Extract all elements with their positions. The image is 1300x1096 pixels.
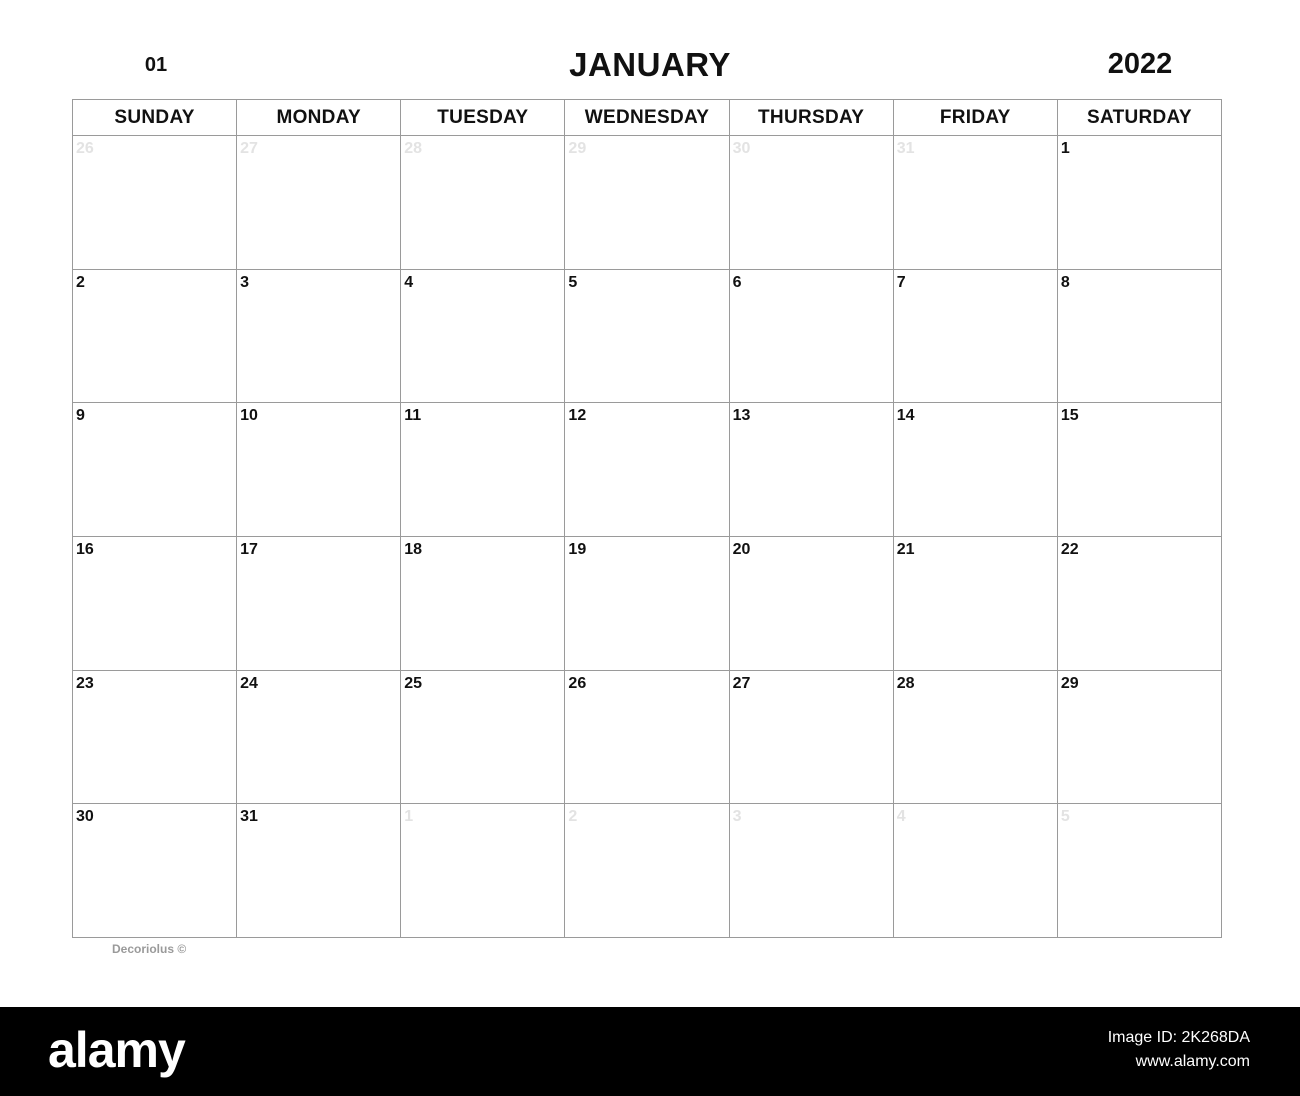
day-cell[interactable]	[73, 537, 237, 671]
day-cell[interactable]	[73, 671, 237, 805]
day-cell[interactable]	[565, 403, 729, 537]
credit-text: Decoriolus ©	[112, 942, 187, 956]
day-number: 22	[1060, 541, 1079, 558]
weekday-header-friday: FRIDAY	[894, 100, 1058, 136]
day-cell[interactable]	[730, 804, 894, 938]
day-cell[interactable]	[894, 403, 1058, 537]
day-cell[interactable]	[894, 537, 1058, 671]
day-number: 4	[404, 273, 414, 291]
day-number: 5	[568, 273, 578, 291]
day-number: 8	[1060, 273, 1070, 291]
day-cell[interactable]	[237, 537, 401, 671]
day-cell[interactable]	[894, 270, 1058, 404]
day-cell[interactable]	[73, 804, 237, 938]
weekday-header-wednesday: WEDNESDAY	[565, 100, 729, 136]
day-cell[interactable]	[237, 136, 401, 270]
day-cell[interactable]	[401, 270, 565, 404]
day-cell[interactable]	[565, 136, 729, 270]
day-number: 17	[240, 541, 258, 558]
day-cell[interactable]	[730, 136, 894, 270]
day-cell[interactable]	[1058, 403, 1222, 537]
day-cell[interactable]	[730, 671, 894, 805]
day-cell[interactable]	[1058, 136, 1222, 270]
day-number: 9	[76, 407, 85, 425]
day-number: 27	[732, 674, 751, 692]
day-number: 1	[404, 808, 414, 826]
day-number: 3	[732, 808, 742, 826]
day-number: 31	[240, 808, 258, 826]
day-cell[interactable]	[1058, 671, 1222, 805]
day-number: 28	[896, 674, 915, 692]
day-number: 27	[240, 140, 258, 157]
day-number: 28	[404, 140, 423, 157]
month-number: 01	[144, 54, 168, 76]
day-cell[interactable]	[565, 804, 729, 938]
year-label: 2022	[1107, 48, 1173, 80]
day-cell[interactable]	[730, 270, 894, 404]
weekday-header-monday: MONDAY	[237, 100, 401, 136]
day-number: 26	[568, 674, 587, 692]
day-cell[interactable]	[401, 537, 565, 671]
brand-logo: alamy	[48, 1022, 185, 1078]
day-cell[interactable]	[565, 537, 729, 671]
day-cell[interactable]	[401, 403, 565, 537]
day-number: 3	[240, 273, 250, 291]
day-number: 10	[240, 407, 258, 425]
day-cell[interactable]	[401, 804, 565, 938]
day-number: 15	[1060, 407, 1079, 425]
day-number: 30	[76, 808, 94, 826]
day-cell[interactable]	[894, 804, 1058, 938]
day-cell[interactable]	[237, 671, 401, 805]
day-number: 4	[896, 808, 906, 826]
day-number: 23	[76, 674, 94, 692]
day-number: 25	[404, 674, 423, 692]
day-number: 24	[240, 674, 258, 692]
day-cell[interactable]	[237, 403, 401, 537]
stock-footer-bar	[0, 1007, 1300, 1096]
day-cell[interactable]	[565, 270, 729, 404]
day-number: 2	[76, 273, 85, 291]
day-cell[interactable]	[401, 671, 565, 805]
weekday-header-tuesday: TUESDAY	[401, 100, 565, 136]
day-cell[interactable]	[73, 136, 237, 270]
site-url: www.alamy.com	[1135, 1053, 1250, 1070]
day-cell[interactable]	[565, 671, 729, 805]
day-number: 21	[896, 541, 915, 558]
day-number: 29	[1060, 674, 1079, 692]
day-number: 31	[896, 140, 915, 157]
month-title: JANUARY	[569, 46, 731, 83]
day-cell[interactable]	[73, 403, 237, 537]
day-number: 29	[568, 140, 587, 157]
day-number: 5	[1060, 808, 1070, 826]
day-number: 18	[404, 541, 423, 558]
day-cell[interactable]	[401, 136, 565, 270]
day-cell[interactable]	[1058, 537, 1222, 671]
day-number: 13	[732, 407, 751, 425]
day-number: 11	[404, 407, 422, 425]
day-number: 26	[76, 140, 94, 157]
day-cell[interactable]	[730, 403, 894, 537]
calendar-grid	[72, 99, 1222, 938]
day-number: 20	[732, 541, 751, 558]
day-cell[interactable]	[1058, 804, 1222, 938]
day-number: 2	[568, 808, 578, 826]
day-cell[interactable]	[237, 270, 401, 404]
day-number: 7	[896, 273, 906, 291]
weekday-header-sunday: SUNDAY	[73, 100, 237, 136]
day-number: 12	[568, 407, 587, 425]
day-cell[interactable]	[1058, 270, 1222, 404]
day-cell[interactable]	[73, 270, 237, 404]
day-number: 19	[568, 541, 587, 558]
day-cell[interactable]	[237, 804, 401, 938]
day-number: 30	[732, 140, 751, 157]
day-number: 6	[732, 273, 742, 291]
weekday-header-thursday: THURSDAY	[730, 100, 894, 136]
day-cell[interactable]	[894, 136, 1058, 270]
day-cell[interactable]	[894, 671, 1058, 805]
image-id-label: Image ID: 2K268DA	[1107, 1029, 1250, 1046]
day-number: 14	[896, 407, 915, 425]
day-number: 16	[76, 541, 94, 558]
weekday-header-saturday: SATURDAY	[1058, 100, 1222, 136]
day-cell[interactable]	[730, 537, 894, 671]
day-number: 1	[1060, 140, 1070, 157]
